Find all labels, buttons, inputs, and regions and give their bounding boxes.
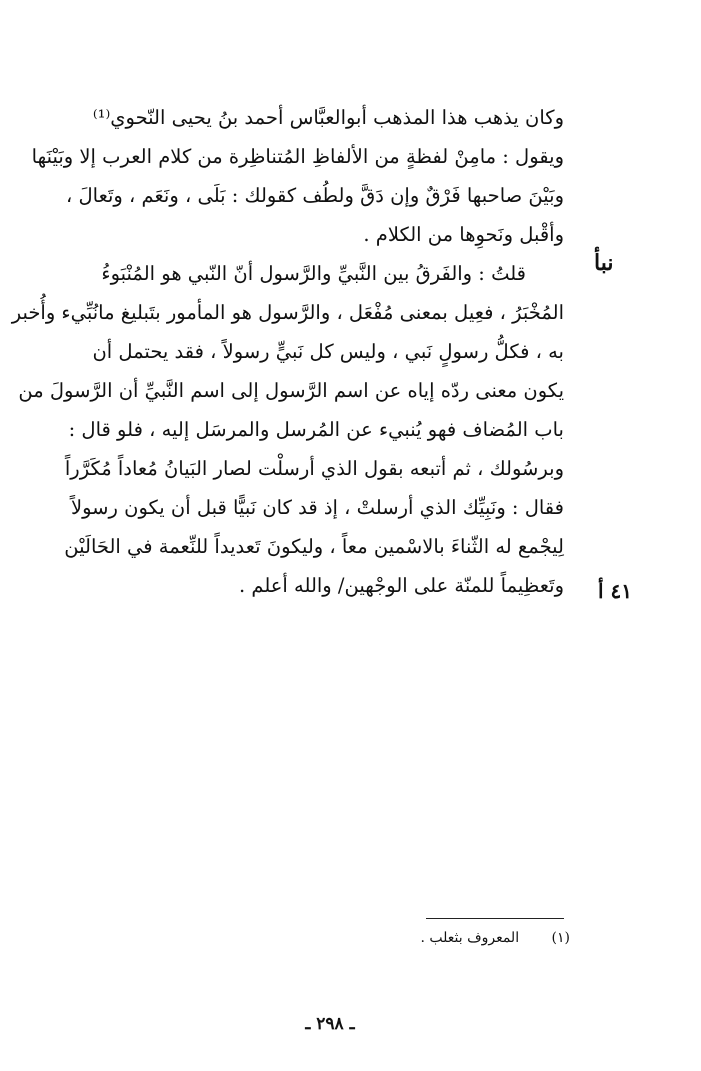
text-line: ويقول : مامِنْ لفظةٍ من الألفاظِ المُتناظِرة من كلام العرب إلا وبَيْنَها (31, 145, 564, 168)
text-line: وكان يذهب هذا المذهب أبوالعبَّاس أحمد بنُ يحيى النّحوي⁽¹⁾ (92, 106, 564, 129)
text-line: المُخْبَرُ ، فعِيل بمعنى مُفْعَل ، والرَّسول هو المأمور بتَبليغ مانُبِّيء وأُخبر (11, 301, 564, 324)
margin-folio-reference: ٤١ أ (598, 579, 633, 603)
footnote-separator (426, 918, 564, 919)
text-line: فقال : ونَبِيِّك الذي أرسلتْ ، إذ قد كان نَبيًّا قبل أن يكون رسولاً (70, 496, 564, 519)
margin-keyword: نبأ (594, 250, 614, 276)
text-line: وبَيْنَ صاحبها فَرْقٌ وإن دَقَّ ولطُف كقولك : بَلَى ، ونَعَم ، وتَعالَ ، (65, 184, 564, 207)
page-number: ـ ٢٩٨ ـ (305, 1014, 355, 1034)
main-text-block (11, 98, 564, 605)
text-line: وتَعظِيماً للمنّة على الوجْهين/ والله أعلم . (238, 574, 564, 597)
text-line: به ، فكلُّ رسولٍ نَبي ، وليس كل نَبيٍّ رسولاً ، فقد يحتمل أن (92, 340, 564, 363)
text-line: يكون معنى ردّه إياه عن اسم الرَّسول إلى اسم النَّبيِّ أن الرَّسولَ من (18, 379, 564, 402)
text-line: قلتُ : والفَرقُ بين النَّبيِّ والرَّسول أنّ النّبي هو المُنْبَوءُ (101, 262, 526, 285)
text-line: لِيجْمع له الثّناءَ بالاسْمين معاً ، وليكونَ تَعديداً للنِّعمة في الحَالَيْن (64, 535, 564, 558)
footnote-marker: (١) (551, 930, 570, 946)
text-line: وأقْبل ونَحوِها من الكلام . (363, 223, 564, 246)
footnote (380, 930, 570, 946)
text-line: وبرسُولك ، ثم أتبعه بقول الذي أرسلْت لصار البَيانُ مُعاداً مُكَرَّراً (64, 457, 564, 480)
text-line: باب المُضاف فهو يُنبيء عن المُرسل والمرسَل إليه ، فلو قال : (68, 418, 564, 441)
footnote-text: المعروف بثعلب . (420, 930, 520, 946)
